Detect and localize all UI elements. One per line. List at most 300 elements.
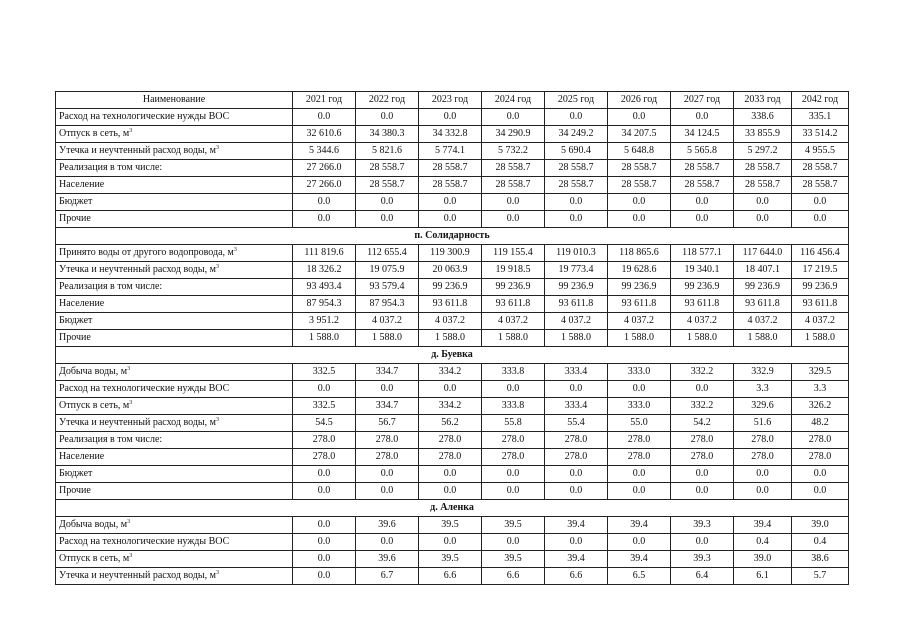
value-cell: 34 332.8 bbox=[419, 126, 482, 143]
header-year: 2027 год bbox=[671, 92, 734, 109]
value-cell: 93 579.4 bbox=[356, 279, 419, 296]
row-name: Утечка и неучтенный расход воды, м bbox=[59, 264, 216, 275]
value-cell: 0.0 bbox=[545, 211, 608, 228]
value-cell: 6.6 bbox=[419, 568, 482, 585]
value-cell: 39.4 bbox=[545, 517, 608, 534]
value-cell: 28 558.7 bbox=[734, 177, 792, 194]
value-cell: 93 611.8 bbox=[792, 296, 849, 313]
table-row bbox=[56, 432, 849, 449]
row-name: Население bbox=[59, 451, 105, 462]
value-cell: 333.0 bbox=[608, 398, 671, 415]
value-cell: 39.0 bbox=[734, 551, 792, 568]
value-cell: 28 558.7 bbox=[545, 177, 608, 194]
value-cell: 119 300.9 bbox=[419, 245, 482, 262]
row-name-cell bbox=[56, 466, 293, 483]
header-year: 2023 год bbox=[419, 92, 482, 109]
header-name: Наименование bbox=[56, 92, 293, 109]
value-cell: 4 037.2 bbox=[608, 313, 671, 330]
row-name: Добыча воды, м bbox=[59, 519, 128, 530]
value-cell: 28 558.7 bbox=[792, 160, 849, 177]
value-cell: 338.6 bbox=[734, 109, 792, 126]
value-cell: 54.2 bbox=[671, 415, 734, 432]
value-cell: 278.0 bbox=[792, 449, 849, 466]
unit-superscript: 3 bbox=[129, 553, 133, 559]
value-cell: 6.6 bbox=[545, 568, 608, 585]
value-cell: 0.0 bbox=[671, 211, 734, 228]
value-cell: 0.0 bbox=[419, 534, 482, 551]
row-name-cell bbox=[56, 143, 293, 160]
table-row bbox=[56, 483, 849, 500]
value-cell: 0.0 bbox=[356, 194, 419, 211]
value-cell: 0.0 bbox=[356, 483, 419, 500]
value-cell: 39.3 bbox=[671, 551, 734, 568]
value-cell: 17 219.5 bbox=[792, 262, 849, 279]
value-cell: 118 577.1 bbox=[671, 245, 734, 262]
value-cell: 6.6 bbox=[482, 568, 545, 585]
row-name: Отпуск в сеть, м bbox=[59, 400, 130, 411]
value-cell: 334.2 bbox=[419, 364, 482, 381]
value-cell: 1 588.0 bbox=[671, 330, 734, 347]
value-cell: 0.0 bbox=[482, 381, 545, 398]
value-cell: 93 611.8 bbox=[608, 296, 671, 313]
value-cell: 332.2 bbox=[671, 398, 734, 415]
row-name: Утечка и неучтенный расход воды, м bbox=[59, 570, 216, 581]
table-row bbox=[56, 517, 849, 534]
table-row bbox=[56, 279, 849, 296]
table-row bbox=[56, 245, 849, 262]
value-cell: 278.0 bbox=[671, 432, 734, 449]
value-cell: 4 037.2 bbox=[545, 313, 608, 330]
value-cell: 6.7 bbox=[356, 568, 419, 585]
value-cell: 0.0 bbox=[545, 483, 608, 500]
row-name: Реализация в том числе: bbox=[59, 434, 163, 445]
value-cell: 34 124.5 bbox=[671, 126, 734, 143]
value-cell: 119 155.4 bbox=[482, 245, 545, 262]
value-cell: 0.0 bbox=[608, 211, 671, 228]
table-row bbox=[56, 194, 849, 211]
value-cell: 28 558.7 bbox=[608, 160, 671, 177]
value-cell: 278.0 bbox=[293, 432, 356, 449]
value-cell: 278.0 bbox=[293, 449, 356, 466]
value-cell: 278.0 bbox=[734, 432, 792, 449]
table-row bbox=[56, 313, 849, 330]
value-cell: 1 588.0 bbox=[545, 330, 608, 347]
water-balance-table bbox=[55, 91, 849, 585]
value-cell: 334.7 bbox=[356, 398, 419, 415]
row-name-cell bbox=[56, 160, 293, 177]
value-cell: 28 558.7 bbox=[734, 160, 792, 177]
value-cell: 0.4 bbox=[734, 534, 792, 551]
value-cell: 0.0 bbox=[608, 483, 671, 500]
value-cell: 5 821.6 bbox=[356, 143, 419, 160]
header-year: 2024 год bbox=[482, 92, 545, 109]
value-cell: 28 558.7 bbox=[482, 177, 545, 194]
value-cell: 0.0 bbox=[792, 466, 849, 483]
row-name: Расход на технологические нужды ВОС bbox=[59, 111, 230, 122]
value-cell: 39.5 bbox=[482, 517, 545, 534]
row-name-cell bbox=[56, 194, 293, 211]
value-cell: 116 456.4 bbox=[792, 245, 849, 262]
value-cell: 93 611.8 bbox=[482, 296, 545, 313]
value-cell: 0.0 bbox=[671, 194, 734, 211]
row-name-cell bbox=[56, 568, 293, 585]
row-name: Реализация в том числе: bbox=[59, 281, 163, 292]
table-row bbox=[56, 296, 849, 313]
value-cell: 0.0 bbox=[356, 534, 419, 551]
value-cell: 278.0 bbox=[356, 449, 419, 466]
value-cell: 87 954.3 bbox=[356, 296, 419, 313]
value-cell: 28 558.7 bbox=[671, 177, 734, 194]
value-cell: 39.4 bbox=[545, 551, 608, 568]
value-cell: 99 236.9 bbox=[671, 279, 734, 296]
value-cell: 0.0 bbox=[734, 211, 792, 228]
value-cell: 0.0 bbox=[419, 109, 482, 126]
value-cell: 5 565.8 bbox=[671, 143, 734, 160]
value-cell: 0.0 bbox=[293, 483, 356, 500]
row-name-cell bbox=[56, 381, 293, 398]
value-cell: 5 648.8 bbox=[608, 143, 671, 160]
value-cell: 0.0 bbox=[293, 466, 356, 483]
value-cell: 332.5 bbox=[293, 364, 356, 381]
value-cell: 18 407.1 bbox=[734, 262, 792, 279]
value-cell: 278.0 bbox=[545, 432, 608, 449]
row-name: Прочие bbox=[59, 485, 91, 496]
value-cell: 93 493.4 bbox=[293, 279, 356, 296]
row-name-cell bbox=[56, 398, 293, 415]
value-cell: 32 610.6 bbox=[293, 126, 356, 143]
value-cell: 6.4 bbox=[671, 568, 734, 585]
value-cell: 4 037.2 bbox=[419, 313, 482, 330]
value-cell: 39.0 bbox=[792, 517, 849, 534]
value-cell: 39.4 bbox=[608, 517, 671, 534]
value-cell: 5 774.1 bbox=[419, 143, 482, 160]
value-cell: 333.8 bbox=[482, 398, 545, 415]
row-name-cell bbox=[56, 432, 293, 449]
row-name: Расход на технологические нужды ВОС bbox=[59, 383, 230, 394]
value-cell: 278.0 bbox=[734, 449, 792, 466]
row-name-cell bbox=[56, 296, 293, 313]
value-cell: 1 588.0 bbox=[482, 330, 545, 347]
row-name-cell bbox=[56, 483, 293, 500]
value-cell: 51.6 bbox=[734, 415, 792, 432]
value-cell: 111 819.6 bbox=[293, 245, 356, 262]
row-name-cell bbox=[56, 364, 293, 381]
row-name: Утечка и неучтенный расход воды, м bbox=[59, 145, 216, 156]
unit-superscript: 3 bbox=[129, 128, 133, 134]
value-cell: 0.0 bbox=[482, 534, 545, 551]
unit-superscript: 3 bbox=[127, 519, 131, 525]
value-cell: 0.0 bbox=[734, 194, 792, 211]
value-cell: 39.4 bbox=[608, 551, 671, 568]
value-cell: 0.0 bbox=[293, 109, 356, 126]
value-cell: 0.0 bbox=[293, 211, 356, 228]
value-cell: 0.0 bbox=[734, 483, 792, 500]
value-cell: 0.0 bbox=[293, 517, 356, 534]
value-cell: 0.0 bbox=[356, 381, 419, 398]
value-cell: 1 588.0 bbox=[792, 330, 849, 347]
section-title: д. Аленка bbox=[56, 500, 849, 517]
row-name-cell bbox=[56, 109, 293, 126]
value-cell: 1 588.0 bbox=[293, 330, 356, 347]
value-cell: 0.0 bbox=[356, 109, 419, 126]
section-title: п. Солидарность bbox=[56, 228, 849, 245]
value-cell: 93 611.8 bbox=[545, 296, 608, 313]
value-cell: 278.0 bbox=[356, 432, 419, 449]
value-cell: 28 558.7 bbox=[356, 177, 419, 194]
header-year: 2021 год bbox=[293, 92, 356, 109]
value-cell: 0.0 bbox=[734, 466, 792, 483]
value-cell: 278.0 bbox=[482, 449, 545, 466]
value-cell: 119 010.3 bbox=[545, 245, 608, 262]
header-year: 2025 год bbox=[545, 92, 608, 109]
value-cell: 278.0 bbox=[608, 432, 671, 449]
value-cell: 332.2 bbox=[671, 364, 734, 381]
table-row bbox=[56, 262, 849, 279]
value-cell: 3.3 bbox=[792, 381, 849, 398]
value-cell: 0.0 bbox=[608, 381, 671, 398]
value-cell: 34 290.9 bbox=[482, 126, 545, 143]
value-cell: 278.0 bbox=[419, 449, 482, 466]
row-name-cell bbox=[56, 449, 293, 466]
value-cell: 278.0 bbox=[608, 449, 671, 466]
value-cell: 4 037.2 bbox=[671, 313, 734, 330]
value-cell: 333.0 bbox=[608, 364, 671, 381]
value-cell: 0.4 bbox=[792, 534, 849, 551]
row-name: Добыча воды, м bbox=[59, 366, 128, 377]
row-name: Утечка и неучтенный расход воды, м bbox=[59, 417, 216, 428]
value-cell: 0.0 bbox=[293, 568, 356, 585]
value-cell: 1 588.0 bbox=[356, 330, 419, 347]
table-row bbox=[56, 551, 849, 568]
value-cell: 27 266.0 bbox=[293, 177, 356, 194]
value-cell: 99 236.9 bbox=[482, 279, 545, 296]
value-cell: 329.5 bbox=[792, 364, 849, 381]
value-cell: 326.2 bbox=[792, 398, 849, 415]
value-cell: 19 918.5 bbox=[482, 262, 545, 279]
row-name-cell bbox=[56, 517, 293, 534]
value-cell: 329.6 bbox=[734, 398, 792, 415]
value-cell: 33 855.9 bbox=[734, 126, 792, 143]
value-cell: 34 380.3 bbox=[356, 126, 419, 143]
row-name-cell bbox=[56, 330, 293, 347]
value-cell: 93 611.8 bbox=[671, 296, 734, 313]
value-cell: 0.0 bbox=[608, 194, 671, 211]
value-cell: 28 558.7 bbox=[419, 177, 482, 194]
header-year: 2042 год bbox=[792, 92, 849, 109]
table-row bbox=[56, 143, 849, 160]
row-name-cell bbox=[56, 262, 293, 279]
value-cell: 27 266.0 bbox=[293, 160, 356, 177]
header-year: 2033 год bbox=[734, 92, 792, 109]
table-row bbox=[56, 109, 849, 126]
row-name: Расход на технологические нужды ВОС bbox=[59, 536, 230, 547]
value-cell: 99 236.9 bbox=[545, 279, 608, 296]
value-cell: 3 951.2 bbox=[293, 313, 356, 330]
table-row bbox=[56, 160, 849, 177]
value-cell: 0.0 bbox=[482, 483, 545, 500]
value-cell: 0.0 bbox=[608, 109, 671, 126]
value-cell: 56.2 bbox=[419, 415, 482, 432]
value-cell: 93 611.8 bbox=[419, 296, 482, 313]
value-cell: 93 611.8 bbox=[734, 296, 792, 313]
value-cell: 18 326.2 bbox=[293, 262, 356, 279]
table-body bbox=[56, 92, 849, 585]
value-cell: 3.3 bbox=[734, 381, 792, 398]
value-cell: 34 207.5 bbox=[608, 126, 671, 143]
value-cell: 0.0 bbox=[482, 211, 545, 228]
row-name: Население bbox=[59, 179, 105, 190]
value-cell: 0.0 bbox=[356, 211, 419, 228]
value-cell: 0.0 bbox=[671, 381, 734, 398]
table-row bbox=[56, 211, 849, 228]
value-cell: 0.0 bbox=[293, 381, 356, 398]
value-cell: 28 558.7 bbox=[608, 177, 671, 194]
value-cell: 4 037.2 bbox=[734, 313, 792, 330]
table-row bbox=[56, 449, 849, 466]
header-year: 2026 год bbox=[608, 92, 671, 109]
value-cell: 39.5 bbox=[419, 517, 482, 534]
unit-superscript: 3 bbox=[215, 570, 219, 576]
value-cell: 28 558.7 bbox=[545, 160, 608, 177]
value-cell: 5 732.2 bbox=[482, 143, 545, 160]
value-cell: 1 588.0 bbox=[734, 330, 792, 347]
unit-superscript: 3 bbox=[215, 264, 219, 270]
value-cell: 278.0 bbox=[792, 432, 849, 449]
value-cell: 0.0 bbox=[293, 194, 356, 211]
header-year: 2022 год bbox=[356, 92, 419, 109]
value-cell: 278.0 bbox=[419, 432, 482, 449]
table-row bbox=[56, 364, 849, 381]
table-row bbox=[56, 568, 849, 585]
value-cell: 55.8 bbox=[482, 415, 545, 432]
value-cell: 0.0 bbox=[545, 466, 608, 483]
row-name-cell bbox=[56, 211, 293, 228]
value-cell: 6.1 bbox=[734, 568, 792, 585]
value-cell: 5 690.4 bbox=[545, 143, 608, 160]
row-name: Отпуск в сеть, м bbox=[59, 553, 130, 564]
value-cell: 99 236.9 bbox=[734, 279, 792, 296]
value-cell: 0.0 bbox=[419, 466, 482, 483]
value-cell: 87 954.3 bbox=[293, 296, 356, 313]
value-cell: 28 558.7 bbox=[482, 160, 545, 177]
value-cell: 0.0 bbox=[792, 194, 849, 211]
value-cell: 99 236.9 bbox=[419, 279, 482, 296]
value-cell: 20 063.9 bbox=[419, 262, 482, 279]
value-cell: 0.0 bbox=[293, 551, 356, 568]
row-name-cell bbox=[56, 551, 293, 568]
value-cell: 0.0 bbox=[419, 483, 482, 500]
value-cell: 0.0 bbox=[671, 534, 734, 551]
value-cell: 0.0 bbox=[792, 211, 849, 228]
value-cell: 0.0 bbox=[356, 466, 419, 483]
table-row bbox=[56, 126, 849, 143]
value-cell: 6.5 bbox=[608, 568, 671, 585]
value-cell: 0.0 bbox=[482, 466, 545, 483]
table-row bbox=[56, 330, 849, 347]
value-cell: 28 558.7 bbox=[419, 160, 482, 177]
row-name-cell bbox=[56, 279, 293, 296]
table-row bbox=[56, 534, 849, 551]
value-cell: 19 773.4 bbox=[545, 262, 608, 279]
row-name: Принято воды от другого водопровода, м bbox=[59, 247, 234, 258]
value-cell: 4 955.5 bbox=[792, 143, 849, 160]
unit-superscript: 3 bbox=[233, 247, 237, 253]
value-cell: 5 297.2 bbox=[734, 143, 792, 160]
value-cell: 54.5 bbox=[293, 415, 356, 432]
value-cell: 0.0 bbox=[419, 381, 482, 398]
value-cell: 117 644.0 bbox=[734, 245, 792, 262]
value-cell: 33 514.2 bbox=[792, 126, 849, 143]
value-cell: 99 236.9 bbox=[608, 279, 671, 296]
value-cell: 0.0 bbox=[293, 534, 356, 551]
value-cell: 39.4 bbox=[734, 517, 792, 534]
value-cell: 332.5 bbox=[293, 398, 356, 415]
value-cell: 28 558.7 bbox=[671, 160, 734, 177]
value-cell: 0.0 bbox=[419, 194, 482, 211]
row-name: Прочие bbox=[59, 332, 91, 343]
value-cell: 39.5 bbox=[482, 551, 545, 568]
table-row bbox=[56, 415, 849, 432]
value-cell: 278.0 bbox=[671, 449, 734, 466]
value-cell: 4 037.2 bbox=[792, 313, 849, 330]
value-cell: 99 236.9 bbox=[792, 279, 849, 296]
value-cell: 1 588.0 bbox=[608, 330, 671, 347]
unit-superscript: 3 bbox=[215, 417, 219, 423]
value-cell: 28 558.7 bbox=[356, 160, 419, 177]
value-cell: 0.0 bbox=[545, 381, 608, 398]
row-name-cell bbox=[56, 415, 293, 432]
row-name: Население bbox=[59, 298, 105, 309]
value-cell: 333.4 bbox=[545, 398, 608, 415]
row-name-cell bbox=[56, 177, 293, 194]
value-cell: 48.2 bbox=[792, 415, 849, 432]
value-cell: 19 340.1 bbox=[671, 262, 734, 279]
value-cell: 0.0 bbox=[545, 109, 608, 126]
value-cell: 334.7 bbox=[356, 364, 419, 381]
value-cell: 0.0 bbox=[671, 109, 734, 126]
section-header-row bbox=[56, 228, 849, 245]
value-cell: 0.0 bbox=[608, 534, 671, 551]
value-cell: 333.4 bbox=[545, 364, 608, 381]
value-cell: 38.6 bbox=[792, 551, 849, 568]
row-name: Бюджет bbox=[59, 468, 93, 479]
value-cell: 0.0 bbox=[671, 483, 734, 500]
table-header-row bbox=[56, 92, 849, 109]
row-name-cell bbox=[56, 126, 293, 143]
section-header-row bbox=[56, 347, 849, 364]
value-cell: 4 037.2 bbox=[482, 313, 545, 330]
section-title: д. Буевка bbox=[56, 347, 849, 364]
value-cell: 0.0 bbox=[545, 194, 608, 211]
value-cell: 34 249.2 bbox=[545, 126, 608, 143]
value-cell: 0.0 bbox=[671, 466, 734, 483]
value-cell: 112 655.4 bbox=[356, 245, 419, 262]
value-cell: 19 075.9 bbox=[356, 262, 419, 279]
value-cell: 28 558.7 bbox=[792, 177, 849, 194]
value-cell: 278.0 bbox=[482, 432, 545, 449]
row-name: Реализация в том числе: bbox=[59, 162, 163, 173]
value-cell: 4 037.2 bbox=[356, 313, 419, 330]
value-cell: 5.7 bbox=[792, 568, 849, 585]
value-cell: 19 628.6 bbox=[608, 262, 671, 279]
value-cell: 333.8 bbox=[482, 364, 545, 381]
row-name-cell bbox=[56, 313, 293, 330]
value-cell: 334.2 bbox=[419, 398, 482, 415]
table-row bbox=[56, 177, 849, 194]
value-cell: 39.6 bbox=[356, 517, 419, 534]
table-row bbox=[56, 381, 849, 398]
value-cell: 5 344.6 bbox=[293, 143, 356, 160]
